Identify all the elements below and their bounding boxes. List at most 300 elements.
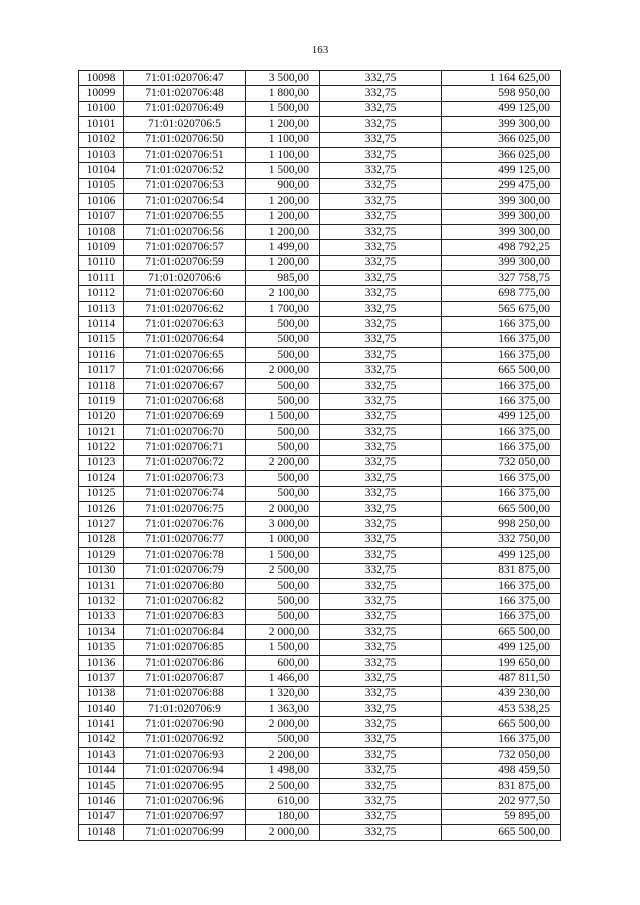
cadastral-number-cell: 71:01:020706:99 bbox=[124, 825, 246, 840]
cadastral-value-cell: 59 895,00 bbox=[442, 809, 561, 824]
row-number-cell: 10148 bbox=[79, 825, 124, 840]
table-row bbox=[79, 702, 561, 717]
table-row bbox=[79, 117, 561, 132]
row-number-cell: 10102 bbox=[79, 132, 124, 147]
row-number-cell: 10122 bbox=[79, 440, 124, 455]
cadastral-value-cell: 665 500,00 bbox=[442, 825, 561, 840]
cadastral-number-cell: 71:01:020706:51 bbox=[124, 147, 246, 162]
area-cell: 500,00 bbox=[246, 348, 320, 363]
row-number-cell: 10133 bbox=[79, 609, 124, 624]
cadastral-value-cell: 439 230,00 bbox=[442, 686, 561, 701]
cadastral-number-cell: 71:01:020706:97 bbox=[124, 809, 246, 824]
cadastral-value-cell: 166 375,00 bbox=[442, 732, 561, 747]
row-number-cell: 10113 bbox=[79, 301, 124, 316]
table-row bbox=[79, 378, 561, 393]
cadastral-value-cell: 166 375,00 bbox=[442, 348, 561, 363]
row-number-cell: 10123 bbox=[79, 455, 124, 470]
rate-cell: 332,75 bbox=[320, 86, 442, 101]
area-cell: 900,00 bbox=[246, 178, 320, 193]
area-cell: 1 466,00 bbox=[246, 671, 320, 686]
cadastral-number-cell: 71:01:020706:69 bbox=[124, 409, 246, 424]
area-cell: 3 500,00 bbox=[246, 71, 320, 86]
cadastral-value-cell: 166 375,00 bbox=[442, 471, 561, 486]
area-cell: 500,00 bbox=[246, 486, 320, 501]
area-cell: 2 200,00 bbox=[246, 748, 320, 763]
cadastral-number-cell: 71:01:020706:96 bbox=[124, 794, 246, 809]
table-row bbox=[79, 486, 561, 501]
row-number-cell: 10127 bbox=[79, 517, 124, 532]
row-number-cell: 10145 bbox=[79, 778, 124, 793]
cadastral-number-cell: 71:01:020706:83 bbox=[124, 609, 246, 624]
row-number-cell: 10146 bbox=[79, 794, 124, 809]
table-row bbox=[79, 332, 561, 347]
cadastral-number-cell: 71:01:020706:74 bbox=[124, 486, 246, 501]
row-number-cell: 10141 bbox=[79, 717, 124, 732]
rate-cell: 332,75 bbox=[320, 763, 442, 778]
cadastral-value-cell: 199 650,00 bbox=[442, 655, 561, 670]
table-row bbox=[79, 224, 561, 239]
area-cell: 500,00 bbox=[246, 594, 320, 609]
row-number-cell: 10099 bbox=[79, 86, 124, 101]
area-cell: 1 800,00 bbox=[246, 86, 320, 101]
area-cell: 2 000,00 bbox=[246, 825, 320, 840]
cadastral-number-cell: 71:01:020706:68 bbox=[124, 394, 246, 409]
table-row bbox=[79, 717, 561, 732]
table-row bbox=[79, 778, 561, 793]
cadastral-value-cell: 166 375,00 bbox=[442, 578, 561, 593]
rate-cell: 332,75 bbox=[320, 517, 442, 532]
cadastral-number-cell: 71:01:020706:77 bbox=[124, 532, 246, 547]
cadastral-number-cell: 71:01:020706:63 bbox=[124, 317, 246, 332]
row-number-cell: 10112 bbox=[79, 286, 124, 301]
rate-cell: 332,75 bbox=[320, 440, 442, 455]
rate-cell: 332,75 bbox=[320, 563, 442, 578]
table-row bbox=[79, 655, 561, 670]
rate-cell: 332,75 bbox=[320, 578, 442, 593]
rate-cell: 332,75 bbox=[320, 794, 442, 809]
area-cell: 500,00 bbox=[246, 609, 320, 624]
cadastral-number-cell: 71:01:020706:55 bbox=[124, 209, 246, 224]
row-number-cell: 10144 bbox=[79, 763, 124, 778]
rate-cell: 332,75 bbox=[320, 809, 442, 824]
cadastral-value-cell: 166 375,00 bbox=[442, 424, 561, 439]
table-row bbox=[79, 609, 561, 624]
row-number-cell: 10108 bbox=[79, 224, 124, 239]
table-row bbox=[79, 517, 561, 532]
cadastral-number-cell: 71:01:020706:88 bbox=[124, 686, 246, 701]
cadastral-number-cell: 71:01:020706:79 bbox=[124, 563, 246, 578]
table-row bbox=[79, 178, 561, 193]
cadastral-number-cell: 71:01:020706:57 bbox=[124, 240, 246, 255]
cadastral-value-cell: 399 300,00 bbox=[442, 255, 561, 270]
row-number-cell: 10130 bbox=[79, 563, 124, 578]
cadastral-value-cell: 166 375,00 bbox=[442, 394, 561, 409]
table-row bbox=[79, 671, 561, 686]
table-row bbox=[79, 132, 561, 147]
table-row bbox=[79, 147, 561, 162]
cadastral-number-cell: 71:01:020706:93 bbox=[124, 748, 246, 763]
row-number-cell: 10142 bbox=[79, 732, 124, 747]
table-row bbox=[79, 809, 561, 824]
area-cell: 1 200,00 bbox=[246, 209, 320, 224]
rate-cell: 332,75 bbox=[320, 532, 442, 547]
rate-cell: 332,75 bbox=[320, 147, 442, 162]
cadastral-value-cell: 831 875,00 bbox=[442, 778, 561, 793]
cadastral-value-cell: 499 125,00 bbox=[442, 409, 561, 424]
rate-cell: 332,75 bbox=[320, 378, 442, 393]
area-cell: 500,00 bbox=[246, 471, 320, 486]
page-number: 163 bbox=[311, 44, 329, 56]
area-cell: 2 500,00 bbox=[246, 778, 320, 793]
cadastral-value-cell: 665 500,00 bbox=[442, 625, 561, 640]
area-cell: 1 100,00 bbox=[246, 147, 320, 162]
area-cell: 1 700,00 bbox=[246, 301, 320, 316]
cadastral-number-cell: 71:01:020706:80 bbox=[124, 578, 246, 593]
row-number-cell: 10104 bbox=[79, 163, 124, 178]
row-number-cell: 10128 bbox=[79, 532, 124, 547]
rate-cell: 332,75 bbox=[320, 732, 442, 747]
rate-cell: 332,75 bbox=[320, 240, 442, 255]
table-row bbox=[79, 594, 561, 609]
row-number-cell: 10126 bbox=[79, 501, 124, 516]
row-number-cell: 10119 bbox=[79, 394, 124, 409]
cadastral-value-cell: 366 025,00 bbox=[442, 147, 561, 162]
table-row bbox=[79, 794, 561, 809]
rate-cell: 332,75 bbox=[320, 317, 442, 332]
cadastral-value-cell: 399 300,00 bbox=[442, 209, 561, 224]
row-number-cell: 10118 bbox=[79, 378, 124, 393]
row-number-cell: 10110 bbox=[79, 255, 124, 270]
rate-cell: 332,75 bbox=[320, 686, 442, 701]
row-number-cell: 10114 bbox=[79, 317, 124, 332]
cadastral-number-cell: 71:01:020706:90 bbox=[124, 717, 246, 732]
table-row bbox=[79, 686, 561, 701]
cadastral-value-cell: 399 300,00 bbox=[442, 194, 561, 209]
cadastral-number-cell: 71:01:020706:82 bbox=[124, 594, 246, 609]
cadastral-value-cell: 831 875,00 bbox=[442, 563, 561, 578]
cadastral-value-cell: 498 459,50 bbox=[442, 763, 561, 778]
rate-cell: 332,75 bbox=[320, 548, 442, 563]
area-cell: 1 500,00 bbox=[246, 548, 320, 563]
rate-cell: 332,75 bbox=[320, 471, 442, 486]
cadastral-number-cell: 71:01:020706:64 bbox=[124, 332, 246, 347]
table-row bbox=[79, 317, 561, 332]
area-cell: 1 200,00 bbox=[246, 194, 320, 209]
area-cell: 500,00 bbox=[246, 378, 320, 393]
table-row bbox=[79, 101, 561, 116]
cadastral-number-cell: 71:01:020706:6 bbox=[124, 271, 246, 286]
row-number-cell: 10136 bbox=[79, 655, 124, 670]
area-cell: 1 320,00 bbox=[246, 686, 320, 701]
area-cell: 500,00 bbox=[246, 732, 320, 747]
table-body bbox=[79, 71, 561, 841]
area-cell: 600,00 bbox=[246, 655, 320, 670]
rate-cell: 332,75 bbox=[320, 209, 442, 224]
rate-cell: 332,75 bbox=[320, 486, 442, 501]
area-cell: 2 200,00 bbox=[246, 455, 320, 470]
cadastral-number-cell: 71:01:020706:78 bbox=[124, 548, 246, 563]
row-number-cell: 10115 bbox=[79, 332, 124, 347]
table-row bbox=[79, 163, 561, 178]
row-number-cell: 10132 bbox=[79, 594, 124, 609]
table-row bbox=[79, 209, 561, 224]
area-cell: 1 500,00 bbox=[246, 101, 320, 116]
cadastral-number-cell: 71:01:020706:84 bbox=[124, 625, 246, 640]
cadastral-number-cell: 71:01:020706:52 bbox=[124, 163, 246, 178]
rate-cell: 332,75 bbox=[320, 655, 442, 670]
rate-cell: 332,75 bbox=[320, 825, 442, 840]
rate-cell: 332,75 bbox=[320, 348, 442, 363]
cadastral-number-cell: 71:01:020706:71 bbox=[124, 440, 246, 455]
row-number-cell: 10124 bbox=[79, 471, 124, 486]
row-number-cell: 10143 bbox=[79, 748, 124, 763]
table-row bbox=[79, 578, 561, 593]
cadastral-number-cell: 71:01:020706:9 bbox=[124, 702, 246, 717]
row-number-cell: 10134 bbox=[79, 625, 124, 640]
area-cell: 180,00 bbox=[246, 809, 320, 824]
cadastral-value-cell: 366 025,00 bbox=[442, 132, 561, 147]
cadastral-value-cell: 166 375,00 bbox=[442, 486, 561, 501]
cadastral-number-cell: 71:01:020706:62 bbox=[124, 301, 246, 316]
row-number-cell: 10116 bbox=[79, 348, 124, 363]
cadastral-number-cell: 71:01:020706:47 bbox=[124, 71, 246, 86]
area-cell: 3 000,00 bbox=[246, 517, 320, 532]
table-row bbox=[79, 763, 561, 778]
cadastral-number-cell: 71:01:020706:87 bbox=[124, 671, 246, 686]
table-row bbox=[79, 548, 561, 563]
table-row bbox=[79, 271, 561, 286]
cadastral-number-cell: 71:01:020706:66 bbox=[124, 363, 246, 378]
row-number-cell: 10121 bbox=[79, 424, 124, 439]
area-cell: 985,00 bbox=[246, 271, 320, 286]
cadastral-value-cell: 202 977,50 bbox=[442, 794, 561, 809]
row-number-cell: 10100 bbox=[79, 101, 124, 116]
area-cell: 2 000,00 bbox=[246, 717, 320, 732]
area-cell: 1 200,00 bbox=[246, 117, 320, 132]
cadastral-number-cell: 71:01:020706:75 bbox=[124, 501, 246, 516]
row-number-cell: 10138 bbox=[79, 686, 124, 701]
cadastral-number-cell: 71:01:020706:92 bbox=[124, 732, 246, 747]
area-cell: 1 500,00 bbox=[246, 640, 320, 655]
area-cell: 1 498,00 bbox=[246, 763, 320, 778]
cadastral-number-cell: 71:01:020706:49 bbox=[124, 101, 246, 116]
table-row bbox=[79, 455, 561, 470]
table-row bbox=[79, 394, 561, 409]
row-number-cell: 10098 bbox=[79, 71, 124, 86]
area-cell: 1 500,00 bbox=[246, 163, 320, 178]
rate-cell: 332,75 bbox=[320, 424, 442, 439]
area-cell: 1 200,00 bbox=[246, 255, 320, 270]
area-cell: 2 000,00 bbox=[246, 363, 320, 378]
rate-cell: 332,75 bbox=[320, 163, 442, 178]
cadastral-value-cell: 998 250,00 bbox=[442, 517, 561, 532]
cadastral-number-cell: 71:01:020706:50 bbox=[124, 132, 246, 147]
rate-cell: 332,75 bbox=[320, 132, 442, 147]
cadastral-value-cell: 565 675,00 bbox=[442, 301, 561, 316]
rate-cell: 332,75 bbox=[320, 671, 442, 686]
rate-cell: 332,75 bbox=[320, 748, 442, 763]
cadastral-value-cell: 698 775,00 bbox=[442, 286, 561, 301]
cadastral-value-cell: 166 375,00 bbox=[442, 378, 561, 393]
rate-cell: 332,75 bbox=[320, 178, 442, 193]
cadastral-number-cell: 71:01:020706:65 bbox=[124, 348, 246, 363]
rate-cell: 332,75 bbox=[320, 609, 442, 624]
cadastral-value-cell: 732 050,00 bbox=[442, 748, 561, 763]
table-row bbox=[79, 194, 561, 209]
rate-cell: 332,75 bbox=[320, 286, 442, 301]
table-row bbox=[79, 640, 561, 655]
area-cell: 2 500,00 bbox=[246, 563, 320, 578]
row-number-cell: 10125 bbox=[79, 486, 124, 501]
cadastral-number-cell: 71:01:020706:60 bbox=[124, 286, 246, 301]
rate-cell: 332,75 bbox=[320, 717, 442, 732]
row-number-cell: 10106 bbox=[79, 194, 124, 209]
rate-cell: 332,75 bbox=[320, 224, 442, 239]
table-row bbox=[79, 825, 561, 840]
cadastral-value-cell: 1 164 625,00 bbox=[442, 71, 561, 86]
table-row bbox=[79, 732, 561, 747]
rate-cell: 332,75 bbox=[320, 409, 442, 424]
cadastral-value-cell: 598 950,00 bbox=[442, 86, 561, 101]
rate-cell: 332,75 bbox=[320, 271, 442, 286]
rate-cell: 332,75 bbox=[320, 702, 442, 717]
area-cell: 2 000,00 bbox=[246, 625, 320, 640]
area-cell: 500,00 bbox=[246, 440, 320, 455]
cadastral-value-cell: 166 375,00 bbox=[442, 609, 561, 624]
table-row bbox=[79, 255, 561, 270]
area-cell: 1 000,00 bbox=[246, 532, 320, 547]
rate-cell: 332,75 bbox=[320, 363, 442, 378]
cadastral-value-cell: 166 375,00 bbox=[442, 594, 561, 609]
area-cell: 500,00 bbox=[246, 424, 320, 439]
area-cell: 500,00 bbox=[246, 317, 320, 332]
area-cell: 500,00 bbox=[246, 394, 320, 409]
cadastral-number-cell: 71:01:020706:59 bbox=[124, 255, 246, 270]
row-number-cell: 10101 bbox=[79, 117, 124, 132]
cadastral-value-cell: 487 811,50 bbox=[442, 671, 561, 686]
rate-cell: 332,75 bbox=[320, 640, 442, 655]
rate-cell: 332,75 bbox=[320, 778, 442, 793]
cadastral-value-cell: 665 500,00 bbox=[442, 363, 561, 378]
cadastral-value-cell: 299 475,00 bbox=[442, 178, 561, 193]
table-row bbox=[79, 625, 561, 640]
area-cell: 610,00 bbox=[246, 794, 320, 809]
rate-cell: 332,75 bbox=[320, 501, 442, 516]
cadastral-number-cell: 71:01:020706:5 bbox=[124, 117, 246, 132]
row-number-cell: 10147 bbox=[79, 809, 124, 824]
cadastral-value-cell: 399 300,00 bbox=[442, 117, 561, 132]
cadastral-number-cell: 71:01:020706:54 bbox=[124, 194, 246, 209]
row-number-cell: 10105 bbox=[79, 178, 124, 193]
rate-cell: 332,75 bbox=[320, 394, 442, 409]
rate-cell: 332,75 bbox=[320, 194, 442, 209]
cadastral-value-cell: 665 500,00 bbox=[442, 501, 561, 516]
row-number-cell: 10120 bbox=[79, 409, 124, 424]
cadastral-number-cell: 71:01:020706:48 bbox=[124, 86, 246, 101]
cadastral-value-cell: 498 792,25 bbox=[442, 240, 561, 255]
cadastral-number-cell: 71:01:020706:95 bbox=[124, 778, 246, 793]
row-number-cell: 10131 bbox=[79, 578, 124, 593]
cadastral-value-cell: 453 538,25 bbox=[442, 702, 561, 717]
cadastral-number-cell: 71:01:020706:72 bbox=[124, 455, 246, 470]
area-cell: 1 200,00 bbox=[246, 224, 320, 239]
rate-cell: 332,75 bbox=[320, 455, 442, 470]
cadastral-number-cell: 71:01:020706:73 bbox=[124, 471, 246, 486]
area-cell: 2 100,00 bbox=[246, 286, 320, 301]
area-cell: 1 499,00 bbox=[246, 240, 320, 255]
cadastral-number-cell: 71:01:020706:53 bbox=[124, 178, 246, 193]
table-row bbox=[79, 440, 561, 455]
cadastral-value-cell: 166 375,00 bbox=[442, 332, 561, 347]
row-number-cell: 10111 bbox=[79, 271, 124, 286]
cadastral-number-cell: 71:01:020706:67 bbox=[124, 378, 246, 393]
row-number-cell: 10135 bbox=[79, 640, 124, 655]
row-number-cell: 10117 bbox=[79, 363, 124, 378]
row-number-cell: 10107 bbox=[79, 209, 124, 224]
table-row bbox=[79, 363, 561, 378]
rate-cell: 332,75 bbox=[320, 117, 442, 132]
cadastral-number-cell: 71:01:020706:86 bbox=[124, 655, 246, 670]
table-row bbox=[79, 71, 561, 86]
table-row bbox=[79, 424, 561, 439]
cadastral-value-cell: 166 375,00 bbox=[442, 317, 561, 332]
cadastral-number-cell: 71:01:020706:76 bbox=[124, 517, 246, 532]
cadastral-value-cell: 332 750,00 bbox=[442, 532, 561, 547]
rate-cell: 332,75 bbox=[320, 71, 442, 86]
table-row bbox=[79, 286, 561, 301]
cadastral-value-cell: 327 758,75 bbox=[442, 271, 561, 286]
table-row bbox=[79, 86, 561, 101]
cadastral-number-cell: 71:01:020706:94 bbox=[124, 763, 246, 778]
table-row bbox=[79, 301, 561, 316]
table-row bbox=[79, 563, 561, 578]
cadastral-number-cell: 71:01:020706:85 bbox=[124, 640, 246, 655]
table-row bbox=[79, 501, 561, 516]
cadastral-value-table bbox=[78, 70, 561, 841]
cadastral-value-cell: 732 050,00 bbox=[442, 455, 561, 470]
rate-cell: 332,75 bbox=[320, 301, 442, 316]
cadastral-value-cell: 499 125,00 bbox=[442, 548, 561, 563]
table-row bbox=[79, 748, 561, 763]
area-cell: 1 500,00 bbox=[246, 409, 320, 424]
area-cell: 2 000,00 bbox=[246, 501, 320, 516]
cadastral-number-cell: 71:01:020706:70 bbox=[124, 424, 246, 439]
table-row bbox=[79, 532, 561, 547]
table-row bbox=[79, 240, 561, 255]
cadastral-value-cell: 166 375,00 bbox=[442, 440, 561, 455]
rate-cell: 332,75 bbox=[320, 625, 442, 640]
table-row bbox=[79, 409, 561, 424]
area-cell: 500,00 bbox=[246, 578, 320, 593]
rate-cell: 332,75 bbox=[320, 255, 442, 270]
row-number-cell: 10103 bbox=[79, 147, 124, 162]
rate-cell: 332,75 bbox=[320, 101, 442, 116]
area-cell: 500,00 bbox=[246, 332, 320, 347]
cadastral-value-cell: 499 125,00 bbox=[442, 163, 561, 178]
cadastral-number-cell: 71:01:020706:56 bbox=[124, 224, 246, 239]
rate-cell: 332,75 bbox=[320, 332, 442, 347]
area-cell: 1 100,00 bbox=[246, 132, 320, 147]
cadastral-value-cell: 665 500,00 bbox=[442, 717, 561, 732]
table-row bbox=[79, 348, 561, 363]
row-number-cell: 10129 bbox=[79, 548, 124, 563]
cadastral-value-cell: 399 300,00 bbox=[442, 224, 561, 239]
rate-cell: 332,75 bbox=[320, 594, 442, 609]
cadastral-value-cell: 499 125,00 bbox=[442, 640, 561, 655]
area-cell: 1 363,00 bbox=[246, 702, 320, 717]
table-row bbox=[79, 471, 561, 486]
row-number-cell: 10140 bbox=[79, 702, 124, 717]
